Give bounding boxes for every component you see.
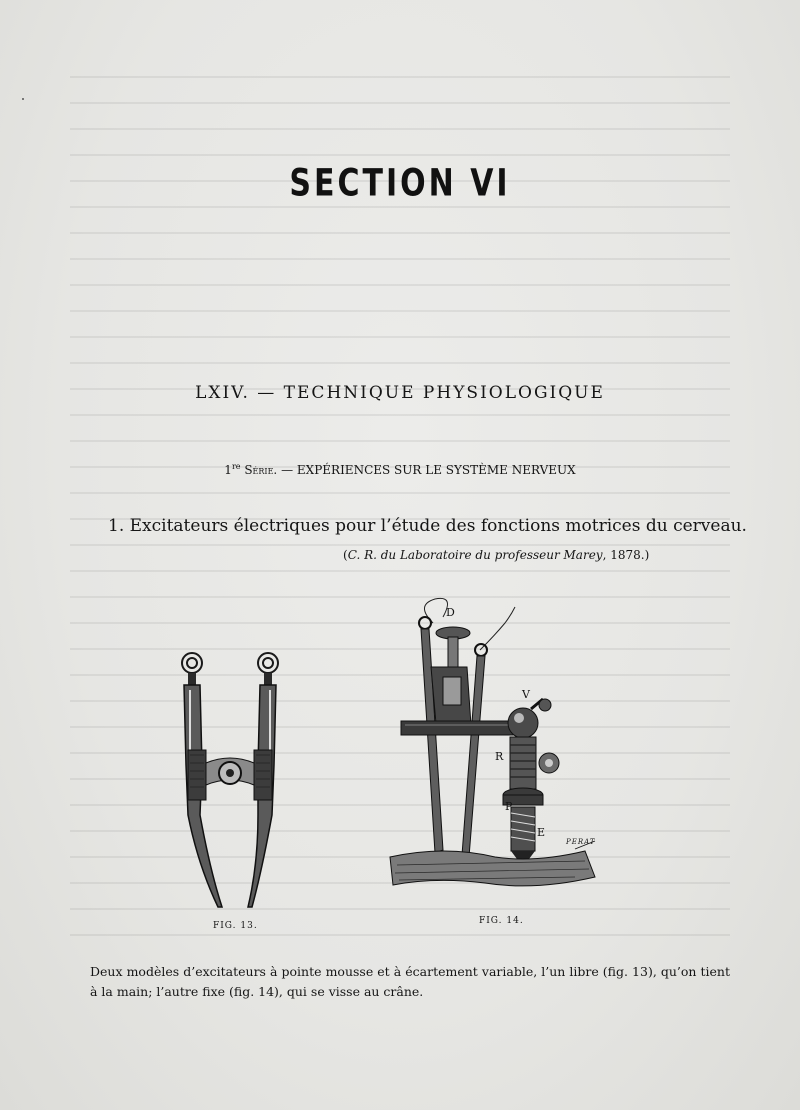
- fig14-letter-d: D: [446, 606, 456, 619]
- figure-13-label: FIG. 13.: [213, 921, 258, 931]
- series-title: EXPÉRIENCES SUR LE SYSTÈME NERVEUX: [296, 463, 576, 477]
- fig14-letter-v: V: [522, 688, 531, 701]
- citation: [343, 548, 673, 562]
- citation-year: , 1878.): [602, 548, 650, 562]
- series-label: Série.: [244, 463, 278, 477]
- figure-caption: Deux modèles d’excitateurs à pointe mousse et à écartement variable, l’un libre (fig. 13), qu’on tient à la main; l’autre fixe (fig. 14), qui se visse au crâne.: [90, 964, 730, 999]
- series-dash: —: [281, 463, 294, 477]
- specks: [22, 98, 24, 100]
- series-heading: [0, 462, 800, 477]
- series-number-sup: re: [231, 462, 241, 471]
- chapter-title: LXIV. — TECHNIQUE PHYSIOLOGIQUE: [195, 383, 605, 403]
- engraver-signature: PERAT: [566, 838, 596, 846]
- item-title: 1. Excitateurs électriques pour l’étude des fonctions motrices du cerveau.: [108, 516, 747, 536]
- fig14-letter-r: R: [495, 750, 505, 763]
- series-number: 1: [224, 463, 232, 477]
- figure-14-label: FIG. 14.: [479, 916, 524, 926]
- citation-source: C. R. du Laboratoire du professeur Marey: [347, 548, 603, 562]
- fig14-letter-e: E: [537, 826, 547, 839]
- figure-13-forceps-illustration: [170, 645, 300, 915]
- citation-open: (: [343, 548, 348, 562]
- fig14-letter-p: P: [505, 800, 514, 813]
- section-title: SECTION VI: [289, 161, 511, 206]
